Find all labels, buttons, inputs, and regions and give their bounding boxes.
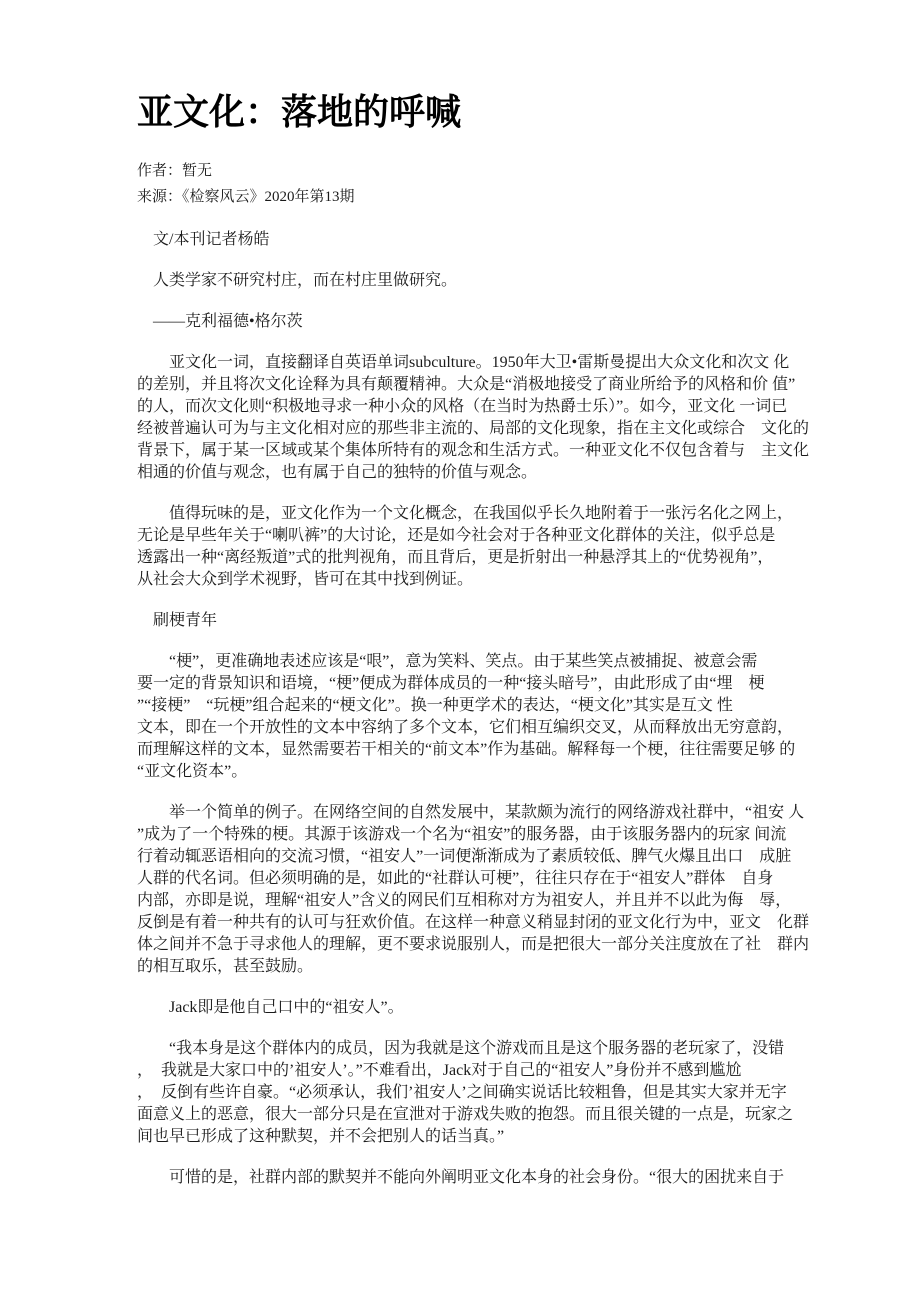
- text-line: Jack即是他自己口中的“祖安人”。: [137, 999, 404, 1016]
- text-line: 人类学家不研究村庄，而在村庄里做研究。: [137, 272, 458, 289]
- text-line: ”成为了一个特殊的梗。其源于该游戏一个名为“祖安”的服务器，由于该服务器内的玩家 间流: [137, 826, 787, 843]
- article-title: 亚文化：落地的呼喊: [137, 92, 462, 132]
- text-line: 内部，亦即是说，理解“祖安人”含义的网民们互相称对方为祖安人，并且并不以此为侮 辱，: [137, 892, 792, 909]
- paragraph-stigma: [137, 503, 827, 591]
- text-line: 举一个简单的例子。在网络空间的自然发展中，某款颇为流行的网络游戏社群中，“祖安 人: [137, 804, 805, 821]
- byline: [137, 229, 827, 251]
- section-heading: [137, 610, 827, 632]
- paragraph-intro: [137, 352, 827, 484]
- text-line: 刷梗青年: [137, 612, 218, 629]
- text-line: 人群的代名词。但必须明确的是，如此的“社群认可梗”，往往只存在于“祖安人”群体 自身: [137, 870, 774, 887]
- text-line: 透露出一种“离经叛道”式的批判视角，而且背后，更是折射出一种悬浮其上的“优势视角”，: [137, 549, 774, 566]
- article-body: [137, 229, 827, 1189]
- text-line: 从社会大众到学术视野，皆可在其中找到例证。: [137, 571, 474, 588]
- text-line: 经被普遍认可为与主文化相对应的那些非主流的、局部的文化现象，指在主文化或综合 文化的: [137, 420, 810, 437]
- text-line: “我本身是这个群体内的成员，因为我就是这个游戏而且是这个服务器的老玩家了，没错: [137, 1040, 785, 1057]
- text-line: 值得玩味的是，亚文化作为一个文化概念，在我国似乎长久地附着于一张污名化之网上，: [137, 505, 794, 522]
- paragraph-jack-quote: [137, 1038, 827, 1148]
- text-line: 行着动辄恶语相向的交流习惯，“祖安人”一词便渐渐成为了素质较低、脾气火爆且出口 成脏: [137, 848, 792, 865]
- article-meta: [137, 158, 827, 210]
- text-line: 要一定的背景知识和语境，“梗”便成为群体成员的一种“接头暗号”，由此形成了由“埋 梗: [137, 675, 765, 692]
- text-line: 亚文化一词，直接翻译自英语单词subculture。1950年大卫•雷斯曼提出大众文化和次文 化: [137, 354, 790, 371]
- text-line: 背景下，属于某一区域或某个集体所特有的观念和生活方式。一种亚文化不仅包含着与 主文化: [137, 442, 810, 459]
- text-line: 相通的价值与观念，也有属于自己的独特的价值与观念。: [137, 464, 538, 481]
- text-line: 可惜的是，社群内部的默契并不能向外阐明亚文化本身的社会身份。“很大的困扰来自于: [137, 1169, 785, 1186]
- text-line: 间也早已形成了这种默契，并不会把别人的话当真。”: [137, 1128, 505, 1145]
- text-line: “亚文化资本”。: [137, 763, 248, 780]
- paragraph-jack: [137, 997, 827, 1019]
- text-line: ”“接梗” “玩梗”组合起来的“梗文化”。换一种更学术的表达，“梗文化”其实是互文 性: [137, 697, 733, 714]
- text-line: ， 我就是大家口中的’祖安人’。”不难看出，Jack对于自己的“祖安人”身份并不感到尴尬: [137, 1062, 742, 1079]
- text-line: 的人，而次文化则“积极地寻求一种小众的风格（在当时为热爵士乐）”。如今，亚文化 一词已: [137, 398, 788, 415]
- text-line: 而理解这样的文本，显然需要若干相关的“前文本”作为基础。解释每一个梗，往往需要足够 的: [137, 741, 796, 758]
- text-line: 反倒是有着一种共有的认可与狂欢价值。在这样一种意义稍显封闭的亚文化行为中，亚文 化群: [137, 914, 810, 931]
- text-line: ——克利福德•格尔茨: [137, 313, 303, 330]
- epigraph: [137, 270, 827, 292]
- paragraph-geng: [137, 651, 827, 783]
- text-line: 文/本刊记者杨皓: [137, 231, 270, 248]
- text-line: 的相互取乐，甚至鼓励。: [137, 958, 314, 975]
- text-line: “梗”，更准确地表述应该是“哏”，意为笑料、笑点。由于某些笑点被捕捉、被意会需: [137, 653, 758, 670]
- text-line: ， 反倒有些许自豪。“必须承认，我们’祖安人’之间确实说话比较粗鲁，但是其实大家并无字: [137, 1084, 787, 1101]
- text-line: 无论是早些年关于“喇叭裤”的大讨论，还是如今社会对于各种亚文化群体的关注，似乎总是: [137, 527, 776, 544]
- epigraph-attribution: [137, 311, 827, 333]
- author-line: 作者：暂无: [137, 163, 213, 179]
- text-line: 文本，即在一个开放性的文本中容纳了多个文本，它们相互编织交叉，从而释放出无穷意韵，: [137, 719, 794, 736]
- source-line: 来源：《检察风云》2020年第13期: [137, 189, 355, 205]
- paragraph-pity: [137, 1167, 827, 1189]
- text-line: 体之间并不急于寻求他人的理解，更不要求说服别人，而是把很大一部分关注度放在了社 群内: [137, 936, 810, 953]
- paragraph-zuan-example: [137, 802, 827, 978]
- text-line: 的差别，并且将次文化诠释为具有颠覆精神。大众是“消极地接受了商业所给予的风格和价 值”: [137, 376, 796, 393]
- text-line: 面意义上的恶意，很大一部分只是在宣泄对于游戏失败的抱怨。而且很关键的一点是，玩家之: [137, 1106, 794, 1123]
